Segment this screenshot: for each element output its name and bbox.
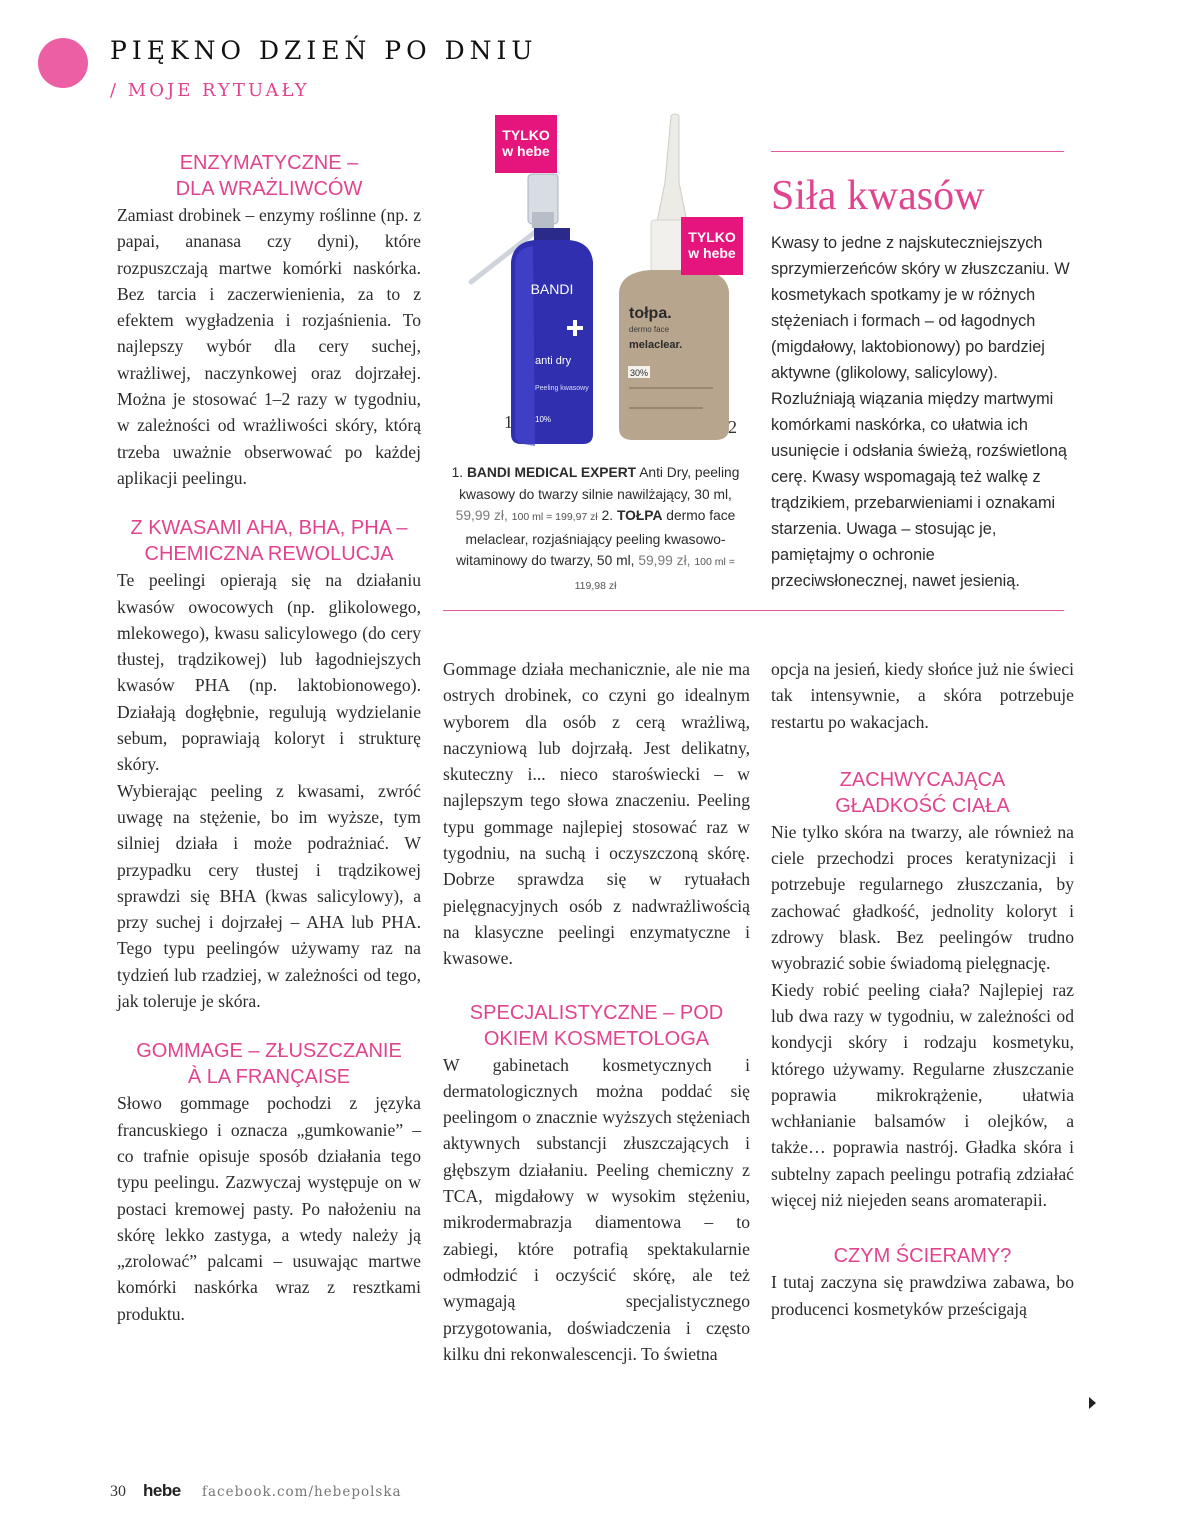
hebe-logo: hebe — [143, 1481, 181, 1500]
paragraph-specjalistyczne-cont: opcja na jesień, kiedy słońce już nie świeci tak intensywnie, a skóra potrzebuje restartu po wakacjach. — [771, 659, 1074, 732]
header-pink-dot — [38, 38, 88, 88]
paragraph-gommage: Słowo gommage pochodzi z języka francuskiego i oznacza „gumkowanie” – co trafnie opisuje sposób działania tego typu peelingu. Zazwyczaj występuje on w postaci kremowej pasty. Po nałożeniu na skórę lekko zastyga, a wtedy należy ją „zrolować” palcami – usuwając martwe komórki naskórka wraz z resztkami produktu. — [117, 1093, 421, 1324]
sidebar-bottom-rule — [443, 610, 1064, 611]
paragraph-specjalistyczne: W gabinetach kosmetycznych i dermatologicznych można poddać się peelingom o znacznie wyższych stężeniach aktywnych substancji złuszczających i głębszym działaniu. Peeling chemiczny z TCA, migdałowy w wysokim stężeniu, mikrodermabrazja diamentowa – to zabiegi, które potrafią spektakularnie odmłodzić i oczyścić skórę, ale też wymagają specjalistycznego przygotowania, doświadczenia i często kilku dni rekonwalescencji. To świetna — [443, 1054, 750, 1364]
paragraph-enzymatyczne: Zamiast drobinek – enzymy roślinne (np. z papai, ananasa czy dyni), które rozpuszczają martwe komórki naskórka. Bez tarcia i zaczerwienienia, za to z efektem wygładzenia i rozjaśnienia. To najlepszy wybór dla cery suchej, wrażliwej, naczynkowej oraz dojrzałej. Można je stosować 1–2 razy w tygodniu, w zależności od wrażliwości skóry, którą trzeba uważnie obserwować po każdej aplikacji peelingu. — [117, 205, 421, 488]
tolpa-name-text: melaclear. — [629, 339, 683, 351]
paragraph-gladkosc-1: Nie tylko skóra na twarzy, ale również na ciele przechodzi proces keratynizacji i potrzebuje regularnego złuszczania, by zachować gładkość, jednolity koloryt i zdrowy blask. Bez peelingów trudno wyobrazić sobie świadomą pielęgnację. — [771, 821, 1074, 974]
heading-kwasy: Z KWASAMI AHA, BHA, PHA – CHEMICZNA REWOLUCJA — [130, 517, 408, 566]
heading-specjalistyczne: SPECJALISTYCZNE – POD OKIEM KOSMETOLOGA — [469, 1001, 724, 1050]
product-bottles-illustration — [443, 112, 753, 457]
tolpa-pct-text: 30% — [630, 368, 649, 378]
paragraph-gladkosc-2: Kiedy robić peeling ciała? Najlepiej raz lub dwa razy w tygodniu, w zależności od kondycji skóry i rodzaju kosmetyku, którego używamy. Regularne złuszczanie poprawia mikrokrążenie, ułatwia wchłanianie balsamów i olejków, a także… poprawia nastrój. Gładka skóra i subtelny zapach peelingu potrafią zdziałać więcej niż niejeden seans aromaterapii. — [771, 979, 1074, 1211]
product-number-2: 2 — [728, 417, 737, 437]
tylko-w-hebe-badge-2: TYLKO w hebe — [681, 217, 743, 275]
tylko-w-hebe-badge-1: TYLKO w hebe — [495, 115, 557, 173]
paragraph-gommage-cont: Gommage działa mechanicznie, ale nie ma ostrych drobinek, co czyni go idealnym wyborem dla osób z cerą wrażliwą, naczyniową lub dojrzałą. Jest delikatny, skuteczny i... nieco staroświecki – w najlepszym tego słowa znaczeniu. Peeling typu gommage najlepiej stosować raz w tygodniu, na suchą i oczyszczoną skórę. Dobrze sprawdza się w rytuałach pielęgnacyjnych osób z nadwrażliwością na klasyczne peelingi enzymatyczne i kwasowe. — [443, 659, 750, 969]
product-photos — [443, 112, 753, 457]
article-column-2 — [443, 656, 750, 1367]
article-column-1 — [117, 150, 421, 1327]
products-caption: 1. BANDI MEDICAL EXPERT Anti Dry, peeling kwasowy do twarzy silnie nawilżający, 30 ml, 59,99 zł, 100 ml = 199,97 zł 2. TOŁPA dermo face melaclear, rozjaśniający peeling kwasowo-witaminowy do twarzy, 50 ml, 59,99 zł, 100 ml = 119,98 zł — [451, 465, 740, 592]
page-number: 30 — [110, 1483, 126, 1500]
bandi-pct-text: 10% — [535, 415, 552, 424]
sidebar-title: Siła kwasów — [771, 173, 985, 219]
product-number-1: 1 — [504, 412, 513, 432]
sidebar-body: Kwasy to jedne z najskuteczniejszych sprzymierzeńców skóry w złuszczaniu. W kosmetykach spotkamy je w różnych stężeniach i formach – od łagodnych (migdałowy, laktobionowy) po bardziej aktywne (glikolowy, salicylowy). Rozluźniają wiązania między martwymi komórkami naskórka, co ułatwia ich usunięcie i odsłania świeżą, rozświetloną cerę. Kwasy wspomagają też walkę z trądzikiem, przebarwieniami i oznakami starzenia. Uwaga – stosując je, pamiętajmy o ochronie przeciwsłonecznej, nawet jesienią. — [771, 234, 1070, 590]
continue-arrow-icon — [1089, 1397, 1096, 1409]
page-section-title: PIĘKNO DZIEŃ PO DNIU — [110, 36, 538, 65]
bandi-desc-text: Peeling kwasowy — [535, 385, 589, 392]
heading-enzymatyczne: ENZYMATYCZNE – DLA WRAŻLIWCÓW — [175, 152, 363, 200]
paragraph-czym-scieramy: I tutaj zaczyna się prawdziwa zabawa, bo producenci kosmetyków prześcigają — [771, 1272, 1074, 1319]
heading-czym-scieramy: CZYM ŚCIERAMY? — [833, 1245, 1012, 1268]
paragraph-kwasy-1: Te peelingi opierają się na działaniu kwasów owocowych (np. glikolowego, mlekowego), kwasu salicylowego (do cery tłustej, trądzikowej) lub łagodniejszych kwasów PHA (np. laktobionowego). Działają dogłębnie, regulują wydzielanie sebum, poprawiają koloryt i strukturę skóry. — [117, 570, 421, 775]
bandi-brand-text: BANDI — [530, 281, 574, 297]
sidebar-top-rule — [771, 151, 1064, 152]
tolpa-brand-text: tołpa. — [629, 305, 672, 322]
heading-gommage: GOMMAGE – ZŁUSZCZANIE À LA FRANÇAISE — [136, 1040, 402, 1089]
tolpa-line-text: dermo face — [629, 325, 670, 334]
facebook-link[interactable]: facebook.com/hebepolska — [202, 1484, 402, 1500]
bandi-line-text: anti dry — [535, 355, 572, 367]
article-column-3 — [771, 656, 1074, 1322]
heading-gladkosc: ZACHWYCAJĄCA GŁADKOŚĆ CIAŁA — [835, 768, 1010, 817]
paragraph-kwasy-2: Wybierając peeling z kwasami, zwróć uwagę na stężenie, bo im wyższe, tym silniej działa i może podrażniać. W przypadku cery tłustej i trądzikowej sprawdzi się BHA (kwas salicylowy), a przy suchej i dojrzałej – AHA lub PHA. Tego typu peelingów używamy raz na tydzień lub rzadziej, w zależności od tego, jak toleruje je skóra. — [117, 780, 421, 1012]
page-section-subtitle: / MOJE RYTUAŁY — [110, 80, 310, 101]
